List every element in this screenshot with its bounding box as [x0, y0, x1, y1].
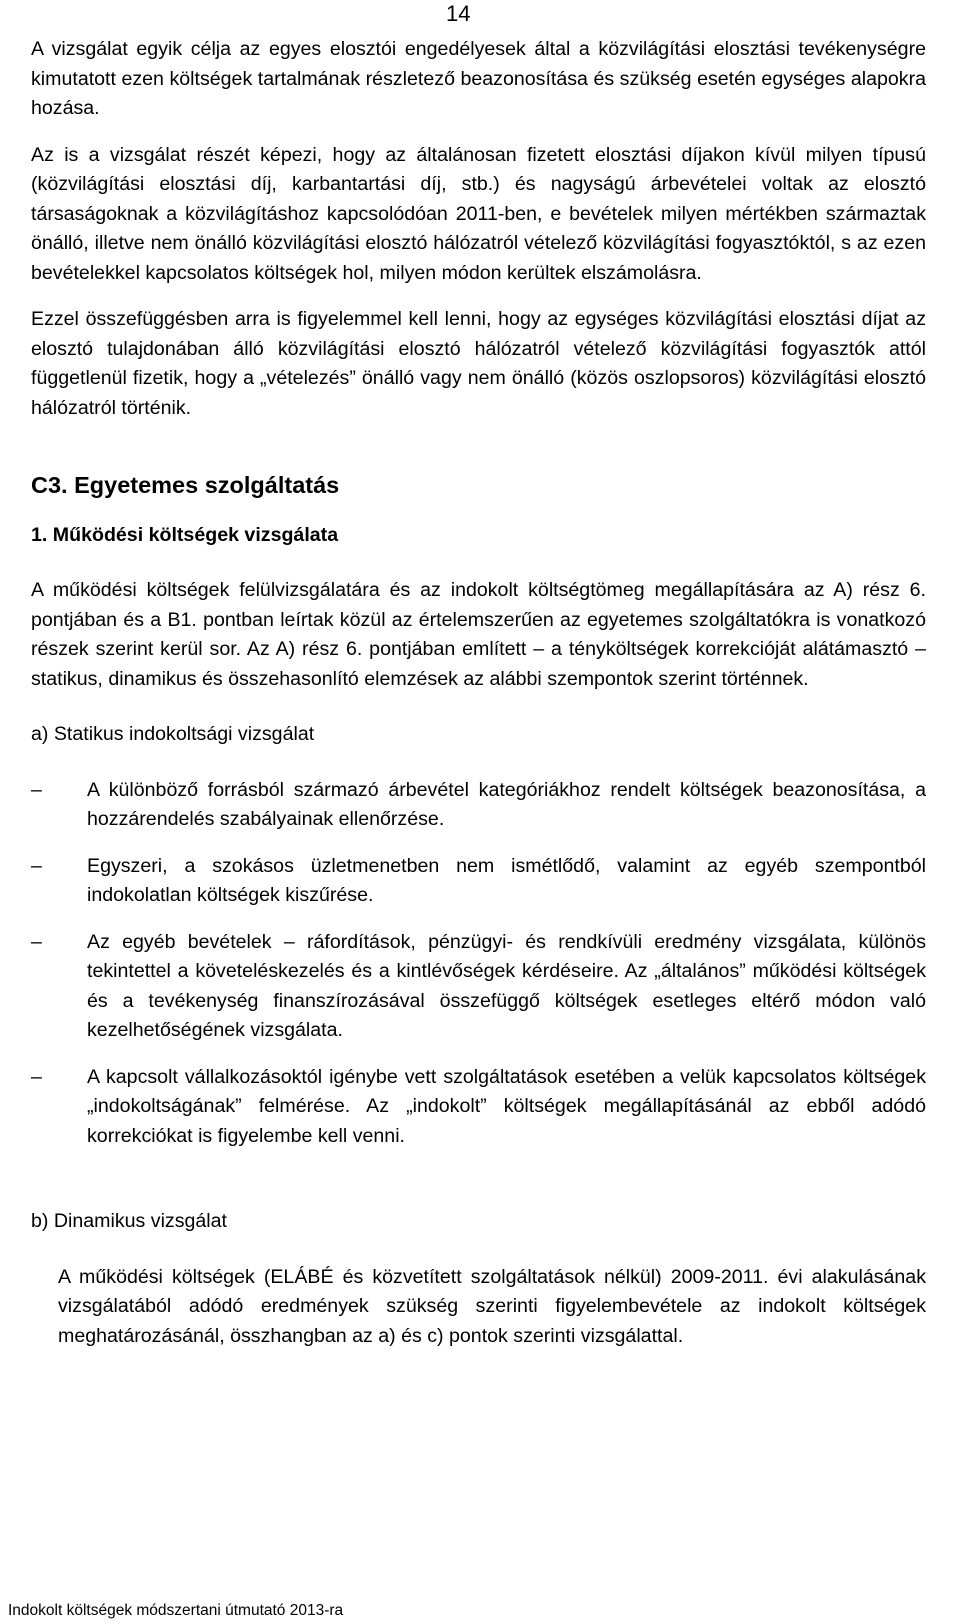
list-item-text: Egyszeri, a szokásos üzletmenetben nem ismétlődő, valamint az egyéb szempontból indokolatlan költségek kiszűrése.: [87, 854, 926, 906]
list-item-text: A különböző forrásból származó árbevétel kategóriákhoz rendelt költségek beazonosítása, a hozzárendelés szabályainak ellenőrzése.: [87, 778, 926, 830]
list-item: [31, 776, 926, 835]
list-item-text: A kapcsolt vállalkozásoktól igénybe vett szolgáltatások esetében a velük kapcsolatos költségek „indokoltságának” felmérése. Az „indokolt” költségek megállapításánál az ebből adódó korrekciókat is figyelembe kell venni.: [87, 1065, 926, 1147]
paragraph-unified-fee: Ezzel összefüggésben arra is figyelemmel kell lenni, hogy az egységes közvilágítási elosztási díjat az elosztó tulajdonában álló közvilágítási elosztó hálózatról vételező közvilágítási fogyasztók attól függetlenül fizetik, hogy a „vételezés” önálló vagy nem önálló (közös oszlopsoros) közvilágítási elosztó hálózatról történik.: [31, 308, 926, 419]
list-item-text: Az egyéb bevételek – ráfordítások, pénzügyi- és rendkívüli eredmény vizsgálata, különös tekintettel a követeléskezelés és a kintlévőségek kérdéseire. Az „általános” működési költségek és a tevékenység finanszírozásával összefüggő költségek esetleges eltérő módon való kezelhetőségének vizsgálata.: [87, 930, 926, 1041]
list-item: [31, 928, 926, 1046]
label-dynamic-analysis: b) Dinamikus vizsgálat: [31, 1210, 228, 1232]
paragraph-operating-costs: A működési költségek felülvizsgálatára és az indokolt költségtömeg megállapítására az A) rész 6. pontjában és a B1. pontban leírtak közül az értelemszerűen az egyetemes szolgáltatókra is vonatkozó részek szerint kerül sor. Az A) rész 6. pontjában említett – a tényköltségek korrekcióját alátámasztó – statikus, dinamikus és összehasonlító elemzések az alábbi szempontok szerint történnek.: [31, 579, 926, 690]
section-heading: C3. Egyetemes szolgáltatás: [31, 472, 340, 498]
paragraph-dynamic: A működési költségek (ELÁBÉ és közvetített szolgáltatások nélkül) 2009-2011. évi alakulásának vizsgálatából adódó eredmények szükség szerinti figyelembevétele az indokolt költségek meghatározásánál, összhangban az a) és c) pontok szerinti vizsgálattal.: [58, 1265, 926, 1347]
bullet-dash: –: [31, 778, 42, 801]
bullet-dash: –: [31, 930, 42, 953]
paragraph-intro: A vizsgálat egyik célja az egyes elosztói engedélyesek által a közvilágítási elosztási tevékenységre kimutatott ezen költségek tartalmának részletező beazonosítása és szükség esetén egységes alapokra hozása.: [31, 38, 926, 119]
page-number: 14: [446, 1, 471, 26]
page-footer: Indokolt költségek módszertani útmutató 2013-ra: [8, 1602, 344, 1619]
bullet-dash: –: [31, 854, 42, 877]
document-body: [31, 35, 926, 1351]
label-static-analysis: a) Statikus indokoltsági vizsgálat: [31, 723, 315, 745]
subsection-heading: 1. Működési költségek vizsgálata: [31, 524, 339, 546]
bullet-dash: –: [31, 1065, 42, 1088]
paragraph-revenues: Az is a vizsgálat részét képezi, hogy az általánosan fizetett elosztási díjakon kívül milyen típusú (közvilágítási elosztási díj, karbantartási díj, stb.) és nagyságú árbevételei voltak az elosztó társaságoknak a közvilágításhoz kapcsolódóan 2011-ben, e bevételek milyen mértékben származtak önálló, illetve nem önálló közvilágítási elosztó hálózatról vételező közvilágítási fogyasztóktól, s az ezen bevételekkel kapcsolatos költségek hol, milyen módon kerültek elszámolásra.: [31, 143, 926, 284]
list-item: [31, 852, 926, 911]
bullet-list: [31, 776, 926, 1152]
list-item: [31, 1063, 926, 1152]
